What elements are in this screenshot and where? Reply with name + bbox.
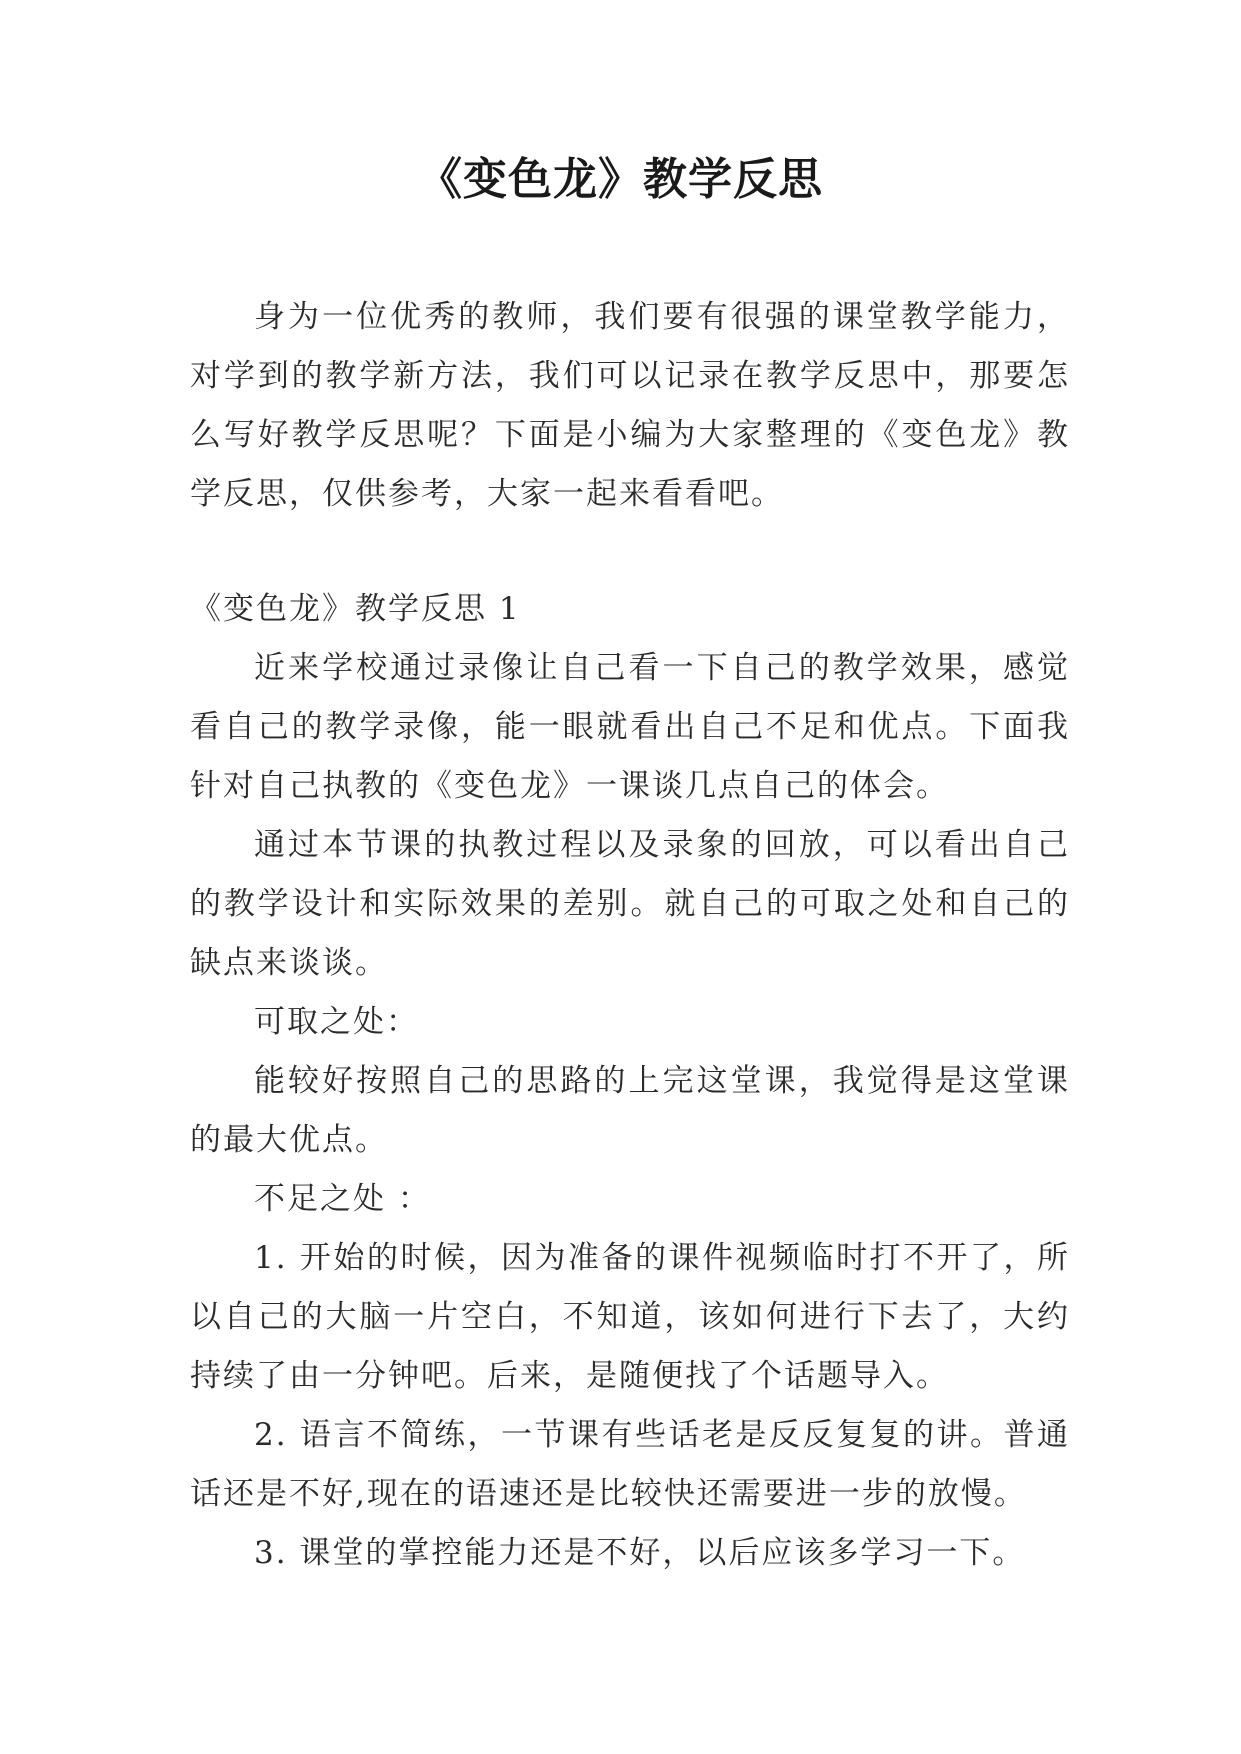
document-body <box>190 288 1070 1583</box>
paragraph: 不足之处 ： <box>254 1181 431 1217</box>
paragraph: 通过本节课的执教过程以及录象的回放，可以看出自己的教学设计和实际效果的差别。就自己的可取之处和自己的缺点来谈谈。 <box>190 827 1070 981</box>
section-heading: 《变色龙》教学反思 1 <box>190 591 521 627</box>
list-item: 1. 开始的时候，因为准备的课件视频临时打不开了，所以自己的大脑一片空白，不知道，该如何进行下去了，大约持续了由一分钟吧。后来，是随便找了个话题导入。 <box>190 1240 1070 1394</box>
paragraph: 可取之处： <box>254 1004 419 1040</box>
document-title: 《变色龙》教学反思 <box>418 154 823 205</box>
paragraph: 近来学校通过录像让自己看一下自己的教学效果，感觉看自己的教学录像，能一眼就看出自己不足和优点。下面我针对自己执教的《变色龙》一课谈几点自己的体会。 <box>190 650 1070 804</box>
list-item: 2. 语言不简练，一节课有些话老是反反复复的讲。普通话还是不好,现在的语速还是比较快还需要进一步的放慢。 <box>190 1417 1070 1512</box>
paragraph: 能较好按照自己的思路的上完这堂课，我觉得是这堂课的最大优点。 <box>190 1063 1070 1158</box>
intro-paragraph: 身为一位优秀的教师，我们要有很强的课堂教学能力，对学到的教学新方法，我们可以记录在教学反思中，那要怎么写好教学反思呢？下面是小编为大家整理的《变色龙》教学反思，仅供参考，大家一起来看看吧。 <box>190 299 1070 512</box>
list-item: 3. 课堂的掌控能力还是不好，以后应该多学习一下。 <box>254 1535 1026 1571</box>
